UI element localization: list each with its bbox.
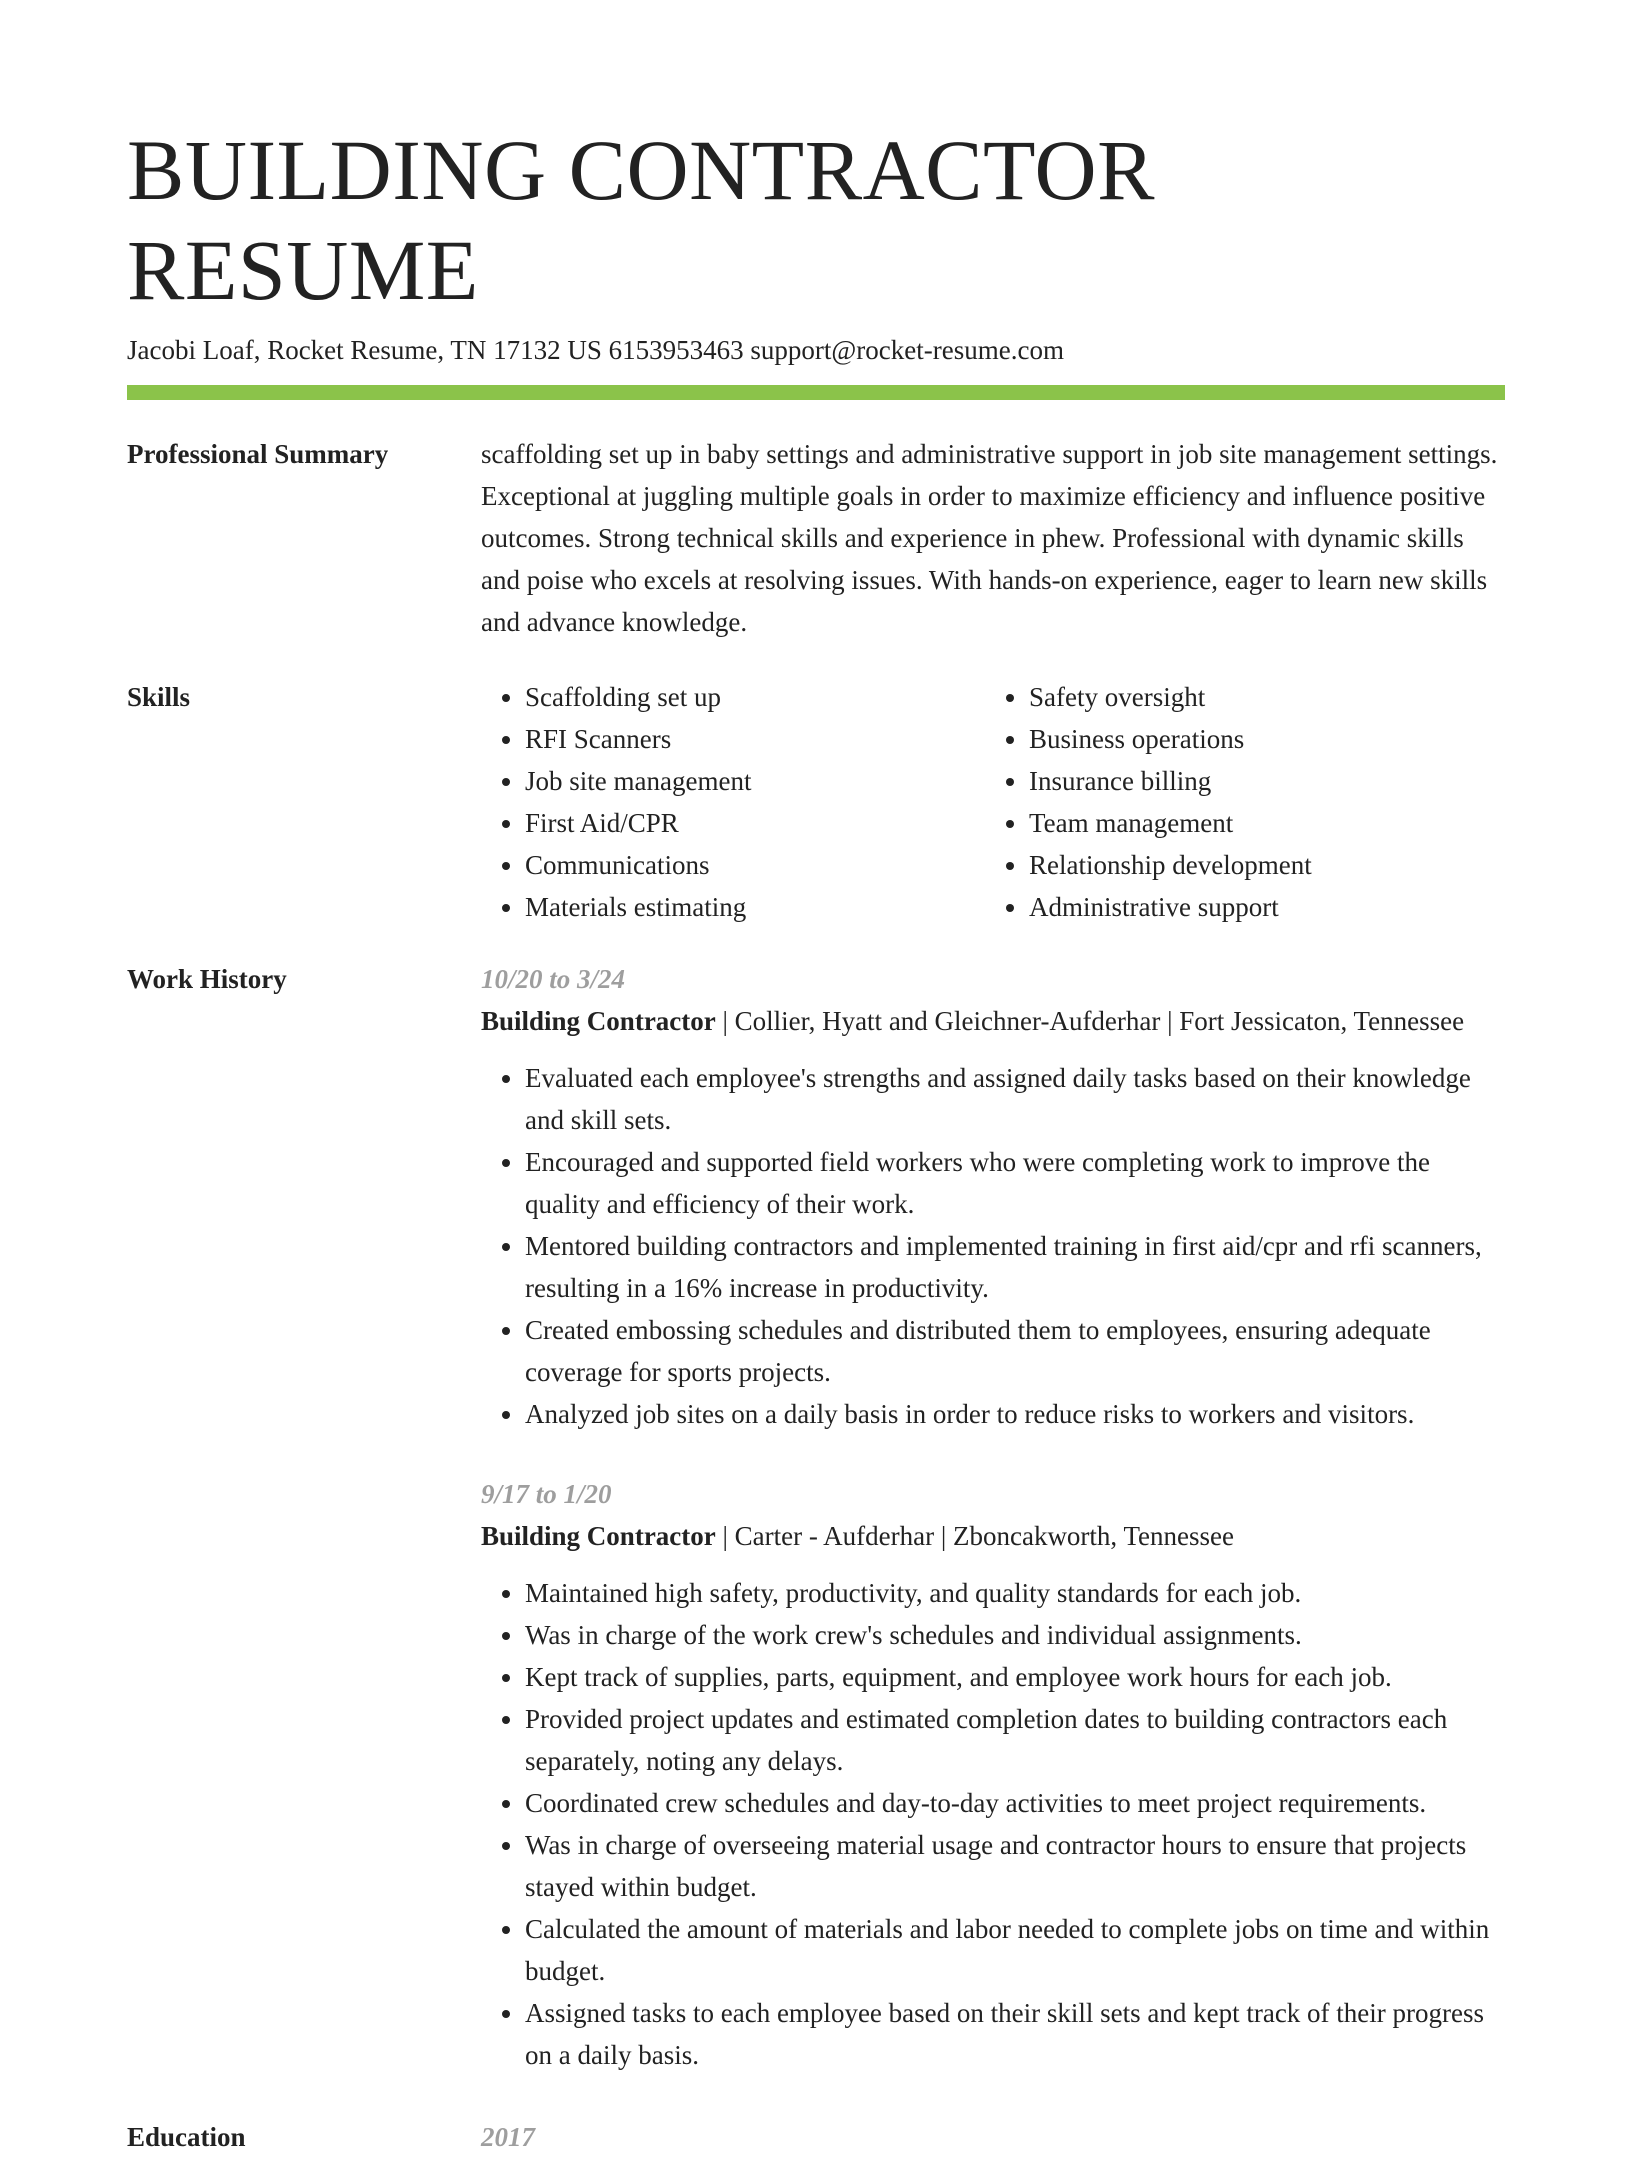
skill-item: • Business operations [1029,718,1489,760]
section-label-work-history: Work History [127,964,287,994]
job-bullets [481,1057,1505,1435]
skills-list-right [985,676,1489,928]
accent-divider [127,385,1505,400]
job-bullet: • Calculated the amount of materials and labor needed to complete jobs on time and within budget. [525,1908,1505,1992]
skill-item: • Safety oversight [1029,676,1489,718]
skill-item: • RFI Scanners [525,718,985,760]
skills-list-left [481,676,985,928]
section-label-education: Education [127,2122,246,2152]
job-details: | Carter - Aufderhar | Zboncakworth, Tennessee [715,1521,1234,1551]
job-heading [481,1000,1505,1042]
job-dates: 10/20 to 3/24 [481,964,626,994]
job-bullet: • Analyzed job sites on a daily basis in order to reduce risks to workers and visitors. [525,1393,1505,1435]
job-title: Building Contractor [481,1006,716,1036]
education-section [127,2116,1505,2158]
resume-title: BUILDING CONTRACTOR RESUME [127,122,1155,318]
job-bullet: • Assigned tasks to each employee based on their skill sets and kept track of their progress on a daily basis. [525,1992,1505,2076]
job-dates: 9/17 to 1/20 [481,1479,612,1509]
skill-item: • First Aid/CPR [525,802,985,844]
job-bullet: • Provided project updates and estimated completion dates to building contractors each separately, noting any delays. [525,1698,1505,1782]
skill-item: • Scaffolding set up [525,676,985,718]
job-bullet: • Was in charge of the work crew's schedules and individual assignments. [525,1614,1505,1656]
skill-item: • Communications [525,844,985,886]
skill-item: • Administrative support [1029,886,1489,928]
job-entry [481,958,1505,1435]
job-bullet: • Maintained high safety, productivity, and quality standards for each job. [525,1572,1505,1614]
resume-page [127,120,1505,2158]
job-bullet: • Created embossing schedules and distributed them to employees, ensuring adequate coverage for sports projects. [525,1309,1505,1393]
job-bullet: • Encouraged and supported field workers who were completing work to improve the quality and efficiency of their work. [525,1141,1505,1225]
job-bullet: • Evaluated each employee's strengths and assigned daily tasks based on their knowledge and skill sets. [525,1057,1505,1141]
education-dates: 2017 [481,2122,535,2152]
job-heading [481,1515,1505,1557]
skills-section [127,676,1505,928]
skill-item: • Materials estimating [525,886,985,928]
job-details: | Collier, Hyatt and Gleichner-Aufderhar | Fort Jessicaton, Tennessee [715,1006,1465,1036]
job-bullet: • Mentored building contractors and implemented training in first aid/cpr and rfi scanners, resulting in a 16% increase in productivity. [525,1225,1505,1309]
work-history-section [127,958,1505,2076]
job-title: Building Contractor [481,1521,716,1551]
job-bullet: • Was in charge of overseeing material usage and contractor hours to ensure that projects stayed within budget. [525,1824,1505,1908]
contact-line: Jacobi Loaf, Rocket Resume, TN 17132 US 6153953463 support@rocket-resume.com [127,335,1064,365]
skill-item: • Insurance billing [1029,760,1489,802]
summary-text: scaffolding set up in baby settings and administrative support in job site management settings. Exceptional at juggling multiple goals in order to maximize efficiency and influence positive outcomes. Strong technical skills and experience in phew. Professional with dynamic skills and poise who excels at resolving issues. With hands-on experience, eager to learn new skills and advance knowledge. [481,439,1498,637]
section-label-professional-summary: Professional Summary [127,439,389,469]
job-bullet: • Kept track of supplies, parts, equipment, and employee work hours for each job. [525,1656,1505,1698]
job-entry [481,1473,1505,2076]
professional-summary-section [127,433,1505,643]
job-bullets [481,1572,1505,2076]
section-label-skills: Skills [127,682,191,712]
skill-item: • Team management [1029,802,1489,844]
job-bullet: • Coordinated crew schedules and day-to-day activities to meet project requirements. [525,1782,1505,1824]
skill-item: • Job site management [525,760,985,802]
skill-item: • Relationship development [1029,844,1489,886]
